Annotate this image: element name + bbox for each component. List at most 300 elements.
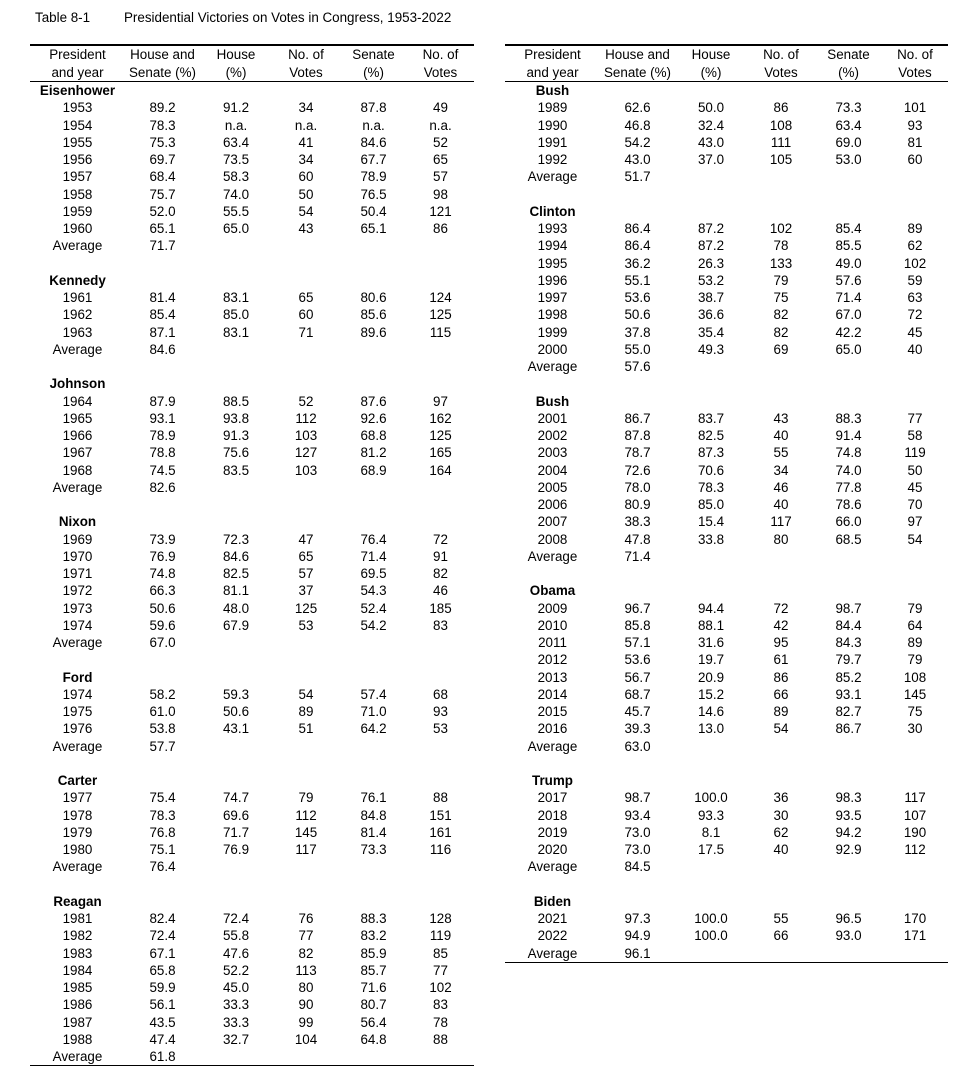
empty-cell — [675, 82, 747, 100]
house-and-senate-pct-cell: 76.9 — [149, 548, 176, 564]
president-name: Trump — [532, 773, 573, 788]
senate-votes-cell: 151 — [429, 807, 452, 823]
spacer-row — [30, 755, 474, 772]
average-row — [30, 738, 474, 755]
empty-cell — [272, 82, 340, 100]
president-row — [505, 893, 948, 910]
senate-pct-cell: 78.9 — [360, 169, 387, 185]
average-row — [505, 548, 948, 565]
table-row — [30, 962, 474, 979]
house-pct-cell: 20.9 — [697, 669, 725, 685]
senate-pct-cell: 57.4 — [360, 686, 387, 702]
senate-votes-cell: 165 — [429, 445, 452, 461]
empty-cell — [125, 82, 200, 100]
house-votes-cell: 60 — [298, 169, 314, 185]
table-row — [505, 807, 948, 824]
year-cell: 1997 — [537, 290, 568, 305]
house-votes-cell: 65 — [298, 290, 314, 305]
senate-votes-cell: 75 — [907, 704, 923, 719]
house-pct-cell: 83.5 — [222, 462, 250, 478]
column-header-line: Votes — [764, 64, 798, 80]
senate-pct-cell: 92.6 — [360, 410, 387, 426]
year-cell: 1996 — [537, 272, 568, 288]
table-row — [505, 910, 948, 927]
table-row — [30, 824, 474, 841]
house-and-senate-pct-cell: 69.7 — [149, 152, 176, 167]
column-header-house-pct — [675, 45, 747, 82]
table-row — [30, 444, 474, 461]
senate-pct-cell: 42.2 — [835, 324, 862, 340]
senate-pct-cell: 87.6 — [360, 393, 387, 409]
year-cell: 1988 — [62, 1031, 93, 1047]
senate-pct-cell: 98.3 — [835, 790, 862, 806]
senate-votes-cell: 57 — [433, 169, 448, 185]
house-votes-cell: 54 — [298, 686, 314, 702]
senate-votes-cell: 77 — [907, 410, 923, 426]
empty-cell — [272, 772, 340, 789]
house-and-senate-pct-cell: 78.7 — [624, 445, 651, 461]
house-votes-cell: 66 — [773, 928, 789, 944]
house-and-senate-pct-cell: 43.0 — [624, 152, 651, 167]
house-pct-cell: 67.9 — [222, 617, 250, 633]
empty-cell — [882, 548, 948, 565]
house-and-senate-pct-cell: 68.7 — [624, 686, 651, 702]
senate-pct-cell: 67.7 — [360, 152, 387, 167]
table-row — [505, 444, 948, 461]
empty-cell — [675, 893, 747, 910]
average-label: Average — [52, 1049, 103, 1064]
spacer-row — [30, 876, 474, 893]
house-votes-cell: 47 — [298, 531, 314, 547]
house-votes-cell: 133 — [769, 255, 793, 271]
average-row — [30, 858, 474, 875]
table-row — [30, 996, 474, 1013]
column-header-line: No. of — [763, 47, 799, 62]
table-row — [30, 306, 474, 323]
table-row — [505, 341, 948, 358]
empty-cell — [747, 82, 815, 100]
column-header-line: Senate — [352, 47, 395, 62]
table-row — [505, 237, 948, 254]
house-and-senate-pct-cell: 73.0 — [624, 824, 651, 840]
house-and-senate-pct-cell: 87.8 — [624, 428, 651, 443]
house-and-senate-pct-cell: 65.1 — [149, 221, 176, 236]
year-cell: 2021 — [537, 911, 568, 926]
house-pct-cell: 85.0 — [222, 307, 250, 323]
house-votes-cell: 79 — [298, 790, 314, 806]
empty-cell — [747, 893, 815, 910]
president-row — [30, 893, 474, 910]
empty-cell — [675, 203, 747, 220]
house-and-senate-pct-cell: 53.6 — [624, 290, 651, 305]
empty-cell — [600, 582, 675, 599]
house-pct-cell: 83.7 — [697, 410, 725, 426]
president-row — [30, 375, 474, 392]
house-votes-cell: 42 — [773, 617, 789, 633]
empty-cell — [272, 893, 340, 910]
house-and-senate-pct-cell: 75.3 — [149, 134, 176, 150]
senate-pct-cell: 98.7 — [835, 600, 862, 616]
year-cell: 1964 — [62, 393, 93, 409]
senate-pct-cell: 74.0 — [835, 462, 862, 478]
house-pct-cell: 49.3 — [697, 341, 725, 357]
house-pct-cell: 87.2 — [697, 238, 725, 254]
house-votes-cell: 66 — [773, 686, 789, 702]
table-row — [30, 841, 474, 858]
empty-cell — [200, 82, 272, 100]
empty-cell — [407, 858, 474, 875]
table-row — [30, 1014, 474, 1031]
house-pct-cell: 72.4 — [222, 911, 250, 926]
senate-pct-cell: 76.1 — [360, 790, 387, 806]
year-cell: 1961 — [62, 290, 93, 305]
senate-votes-cell: 52 — [433, 134, 448, 150]
empty-cell — [272, 341, 340, 358]
spacer-cell — [505, 375, 948, 392]
house-pct-cell: 33.3 — [222, 997, 250, 1013]
house-pct-cell: 48.0 — [222, 600, 250, 616]
senate-pct-cell: 57.6 — [835, 272, 862, 288]
senate-pct-cell: 83.2 — [360, 928, 387, 944]
senate-votes-cell: 79 — [907, 652, 923, 668]
house-votes-cell: 40 — [773, 497, 789, 512]
president-name: Nixon — [58, 514, 97, 530]
year-cell: 2017 — [537, 790, 568, 806]
senate-votes-cell: 89 — [907, 221, 923, 236]
year-cell: 1966 — [62, 428, 93, 443]
senate-votes-cell: 170 — [903, 911, 927, 926]
empty-cell — [272, 479, 340, 496]
column-header-line: (%) — [700, 64, 722, 80]
table-row — [505, 703, 948, 720]
house-pct-cell: 33.3 — [222, 1014, 250, 1030]
table-row — [30, 703, 474, 720]
spacer-cell — [30, 496, 474, 513]
table-row — [30, 427, 474, 444]
house-pct-cell: 37.0 — [697, 152, 725, 167]
senate-pct-cell: 85.2 — [835, 669, 862, 685]
year-cell: 1960 — [62, 221, 93, 236]
house-pct-cell: 59.3 — [222, 686, 250, 702]
house-pct-cell: 50.6 — [222, 704, 250, 719]
senate-votes-cell: 83 — [433, 997, 448, 1013]
empty-cell — [675, 858, 747, 875]
year-cell: 1999 — [537, 324, 568, 340]
spacer-cell — [30, 651, 474, 668]
empty-cell — [272, 513, 340, 530]
year-cell: 2018 — [537, 807, 568, 823]
president-row — [505, 582, 948, 599]
senate-votes-cell: 53 — [433, 721, 448, 737]
senate-pct-cell: 64.2 — [360, 721, 387, 737]
empty-cell — [340, 237, 407, 254]
spacer-row — [30, 496, 474, 513]
average-label: Average — [52, 238, 103, 254]
president-name: Eisenhower — [39, 83, 116, 98]
house-pct-cell: 31.6 — [697, 635, 725, 650]
senate-votes-cell: 164 — [429, 462, 452, 478]
senate-votes-cell: 78 — [433, 1014, 448, 1030]
table-row — [505, 496, 948, 513]
house-and-senate-pct-cell: 67.1 — [149, 945, 176, 961]
house-votes-cell: 30 — [773, 807, 789, 823]
senate-pct-cell: 92.9 — [835, 842, 862, 857]
average-row — [30, 479, 474, 496]
president-row — [505, 393, 948, 410]
house-and-senate-pct-cell: 73.9 — [149, 531, 176, 547]
house-and-senate-pct-cell: 94.9 — [624, 928, 651, 944]
house-votes-cell: 103 — [294, 428, 318, 443]
column-header-house-votes — [272, 45, 340, 82]
column-header-line: (%) — [838, 64, 859, 80]
president-name: Ford — [62, 669, 93, 685]
spacer-row — [505, 755, 948, 772]
table-row — [30, 289, 474, 306]
senate-pct-cell: 93.1 — [835, 686, 862, 702]
senate-votes-cell: 119 — [904, 445, 926, 461]
victories-table-left — [30, 44, 474, 1066]
year-cell: 1968 — [62, 462, 93, 478]
house-votes-cell: 90 — [298, 997, 314, 1013]
empty-cell — [200, 893, 272, 910]
senate-pct-cell: 74.8 — [835, 445, 862, 461]
year-cell: 1976 — [62, 721, 93, 737]
table-row — [505, 306, 948, 323]
empty-cell — [815, 945, 882, 963]
year-cell: 1970 — [62, 548, 93, 564]
house-pct-cell: 65.0 — [222, 221, 250, 236]
house-pct-cell: 33.8 — [697, 531, 725, 547]
house-and-senate-pct-cell: 53.6 — [624, 652, 651, 668]
year-cell: 1979 — [62, 824, 93, 840]
average-value: 57.7 — [149, 738, 176, 754]
house-votes-cell: 79 — [773, 272, 789, 288]
senate-pct-cell: 85.5 — [835, 238, 862, 254]
empty-cell — [200, 738, 272, 755]
president-name: Reagan — [53, 893, 102, 909]
senate-pct-cell: 84.4 — [835, 617, 862, 633]
house-pct-cell: 75.6 — [222, 445, 250, 461]
empty-cell — [125, 669, 200, 686]
table-row — [30, 324, 474, 341]
table-row — [30, 410, 474, 427]
column-header-line: Senate (%) — [604, 64, 671, 80]
year-cell: 1963 — [62, 324, 93, 340]
table-row — [505, 272, 948, 289]
house-and-senate-pct-cell: 78.3 — [149, 117, 176, 133]
house-and-senate-pct-cell: 74.8 — [149, 566, 176, 581]
average-label: Average — [527, 859, 578, 875]
president-name: Bush — [535, 83, 570, 98]
empty-cell — [340, 341, 407, 358]
empty-cell — [882, 858, 948, 875]
year-cell: 1953 — [62, 100, 93, 116]
table-row — [505, 220, 948, 237]
year-cell: 2005 — [537, 479, 568, 495]
empty-cell — [272, 669, 340, 686]
senate-pct-cell: 85.7 — [360, 962, 387, 978]
house-and-senate-pct-cell: 72.6 — [624, 462, 651, 478]
house-and-senate-pct-cell: 93.4 — [624, 807, 651, 823]
empty-cell — [340, 669, 407, 686]
senate-pct-cell: 64.8 — [360, 1031, 387, 1047]
average-label: Average — [52, 738, 103, 754]
empty-cell — [340, 634, 407, 651]
year-cell: 1987 — [62, 1014, 93, 1030]
year-cell: 2002 — [537, 428, 568, 443]
table-row — [30, 117, 474, 134]
house-pct-cell: 91.2 — [222, 100, 250, 116]
house-votes-cell: 75 — [773, 290, 789, 305]
house-pct-cell: 38.7 — [697, 290, 725, 305]
spacer-cell — [30, 358, 474, 375]
table-row — [505, 720, 948, 737]
year-cell: 1977 — [62, 790, 93, 806]
house-pct-cell: n.a. — [224, 117, 248, 133]
empty-cell — [340, 858, 407, 875]
column-header-line: Senate — [827, 47, 870, 62]
senate-pct-cell: 71.4 — [360, 548, 387, 564]
average-row — [30, 237, 474, 254]
table-row — [505, 427, 948, 444]
year-cell: 2012 — [537, 652, 568, 668]
senate-pct-cell: 78.6 — [835, 497, 862, 512]
senate-votes-cell: 116 — [429, 842, 452, 857]
house-votes-cell: 82 — [298, 945, 314, 961]
house-votes-cell: 40 — [773, 842, 789, 857]
senate-pct-cell: 71.0 — [360, 704, 387, 719]
senate-votes-cell: 72 — [907, 307, 923, 323]
house-pct-cell: 17.5 — [697, 842, 725, 857]
senate-votes-cell: 97 — [907, 514, 923, 530]
senate-votes-cell: 190 — [903, 824, 927, 840]
year-cell: 2006 — [537, 497, 568, 512]
house-and-senate-pct-cell: 56.1 — [149, 997, 176, 1013]
house-and-senate-pct-cell: 73.0 — [624, 842, 651, 857]
house-pct-cell: 70.6 — [697, 462, 725, 478]
senate-votes-cell: 85 — [433, 945, 448, 961]
president-row — [505, 203, 948, 220]
table-row — [505, 255, 948, 272]
empty-cell — [815, 82, 882, 100]
average-label: Average — [527, 359, 578, 374]
column-header-line: Votes — [898, 64, 932, 80]
average-value: 76.4 — [149, 859, 176, 875]
table-row — [30, 462, 474, 479]
table-header — [30, 45, 474, 82]
house-votes-cell: 86 — [773, 100, 789, 116]
senate-votes-cell: 93 — [907, 117, 923, 133]
house-pct-cell: 74.0 — [222, 186, 250, 202]
year-cell: 2010 — [537, 617, 568, 633]
house-and-senate-pct-cell: 38.3 — [624, 514, 651, 530]
column-header-line: (%) — [225, 64, 247, 80]
table-header — [505, 45, 948, 82]
house-and-senate-pct-cell: 89.2 — [149, 100, 176, 116]
column-header-senate-votes — [882, 45, 948, 82]
table-row — [30, 789, 474, 806]
senate-votes-cell: 45 — [907, 324, 923, 340]
spacer-row — [505, 876, 948, 893]
senate-votes-cell: 162 — [429, 410, 452, 426]
house-votes-cell: 145 — [294, 824, 318, 840]
empty-cell — [815, 893, 882, 910]
table-row — [30, 548, 474, 565]
house-and-senate-pct-cell: 68.4 — [149, 169, 176, 185]
year-cell: 2022 — [537, 928, 568, 944]
empty-cell — [675, 393, 747, 410]
house-and-senate-pct-cell: 53.8 — [149, 721, 176, 737]
year-cell: 1975 — [62, 704, 93, 719]
average-value: 71.7 — [149, 238, 176, 254]
year-cell: 2009 — [537, 600, 568, 616]
senate-votes-cell: 112 — [904, 842, 926, 857]
senate-votes-cell: 124 — [429, 290, 452, 305]
house-pct-cell: 53.2 — [697, 272, 725, 288]
house-pct-cell: 32.7 — [222, 1031, 250, 1047]
house-pct-cell: 8.1 — [701, 824, 721, 840]
column-header-line: House and — [605, 47, 670, 62]
empty-cell — [200, 341, 272, 358]
house-and-senate-pct-cell: 47.8 — [624, 531, 651, 547]
average-label: Average — [527, 738, 578, 754]
table-row — [30, 134, 474, 151]
column-header-line: and year — [526, 64, 579, 80]
house-votes-cell: 105 — [769, 152, 793, 167]
senate-pct-cell: 68.9 — [360, 462, 387, 478]
house-and-senate-pct-cell: 39.3 — [624, 721, 651, 737]
senate-pct-cell: 56.4 — [360, 1014, 387, 1030]
house-and-senate-pct-cell: 85.8 — [624, 617, 651, 633]
house-votes-cell: 89 — [298, 704, 314, 719]
average-value: 57.6 — [624, 359, 651, 374]
empty-cell — [200, 772, 272, 789]
house-and-senate-pct-cell: 55.0 — [624, 341, 651, 357]
year-cell: 1985 — [62, 980, 93, 995]
senate-votes-cell: 107 — [903, 807, 927, 823]
senate-pct-cell: 71.4 — [835, 290, 862, 305]
empty-cell — [340, 772, 407, 789]
average-row — [505, 738, 948, 755]
empty-cell — [600, 203, 675, 220]
empty-cell — [747, 772, 815, 789]
table-row — [505, 651, 948, 668]
house-votes-cell: 55 — [773, 445, 789, 461]
year-cell: 2013 — [537, 669, 568, 685]
house-votes-cell: 51 — [298, 721, 314, 737]
senate-votes-cell: 88 — [433, 790, 448, 806]
house-and-senate-pct-cell: 61.0 — [149, 704, 176, 719]
table-row — [30, 531, 474, 548]
average-label: Average — [52, 341, 103, 357]
house-pct-cell: 73.5 — [222, 152, 250, 167]
column-header-president-year — [30, 45, 125, 82]
table-title: Presidential Victories on Votes in Congress, 1953-2022 — [124, 10, 452, 25]
president-name: Obama — [529, 583, 576, 599]
house-pct-cell: 15.4 — [697, 514, 725, 530]
senate-pct-cell: 82.7 — [835, 704, 862, 719]
table-row — [505, 686, 948, 703]
empty-cell — [675, 772, 747, 789]
table-row — [505, 117, 948, 134]
senate-votes-cell: 64 — [907, 617, 923, 633]
average-value: 63.0 — [624, 738, 651, 754]
empty-cell — [340, 738, 407, 755]
year-cell: 1986 — [62, 997, 93, 1013]
president-name: Clinton — [529, 203, 576, 219]
senate-votes-cell: 102 — [903, 255, 927, 271]
house-pct-cell: 58.3 — [222, 169, 250, 185]
